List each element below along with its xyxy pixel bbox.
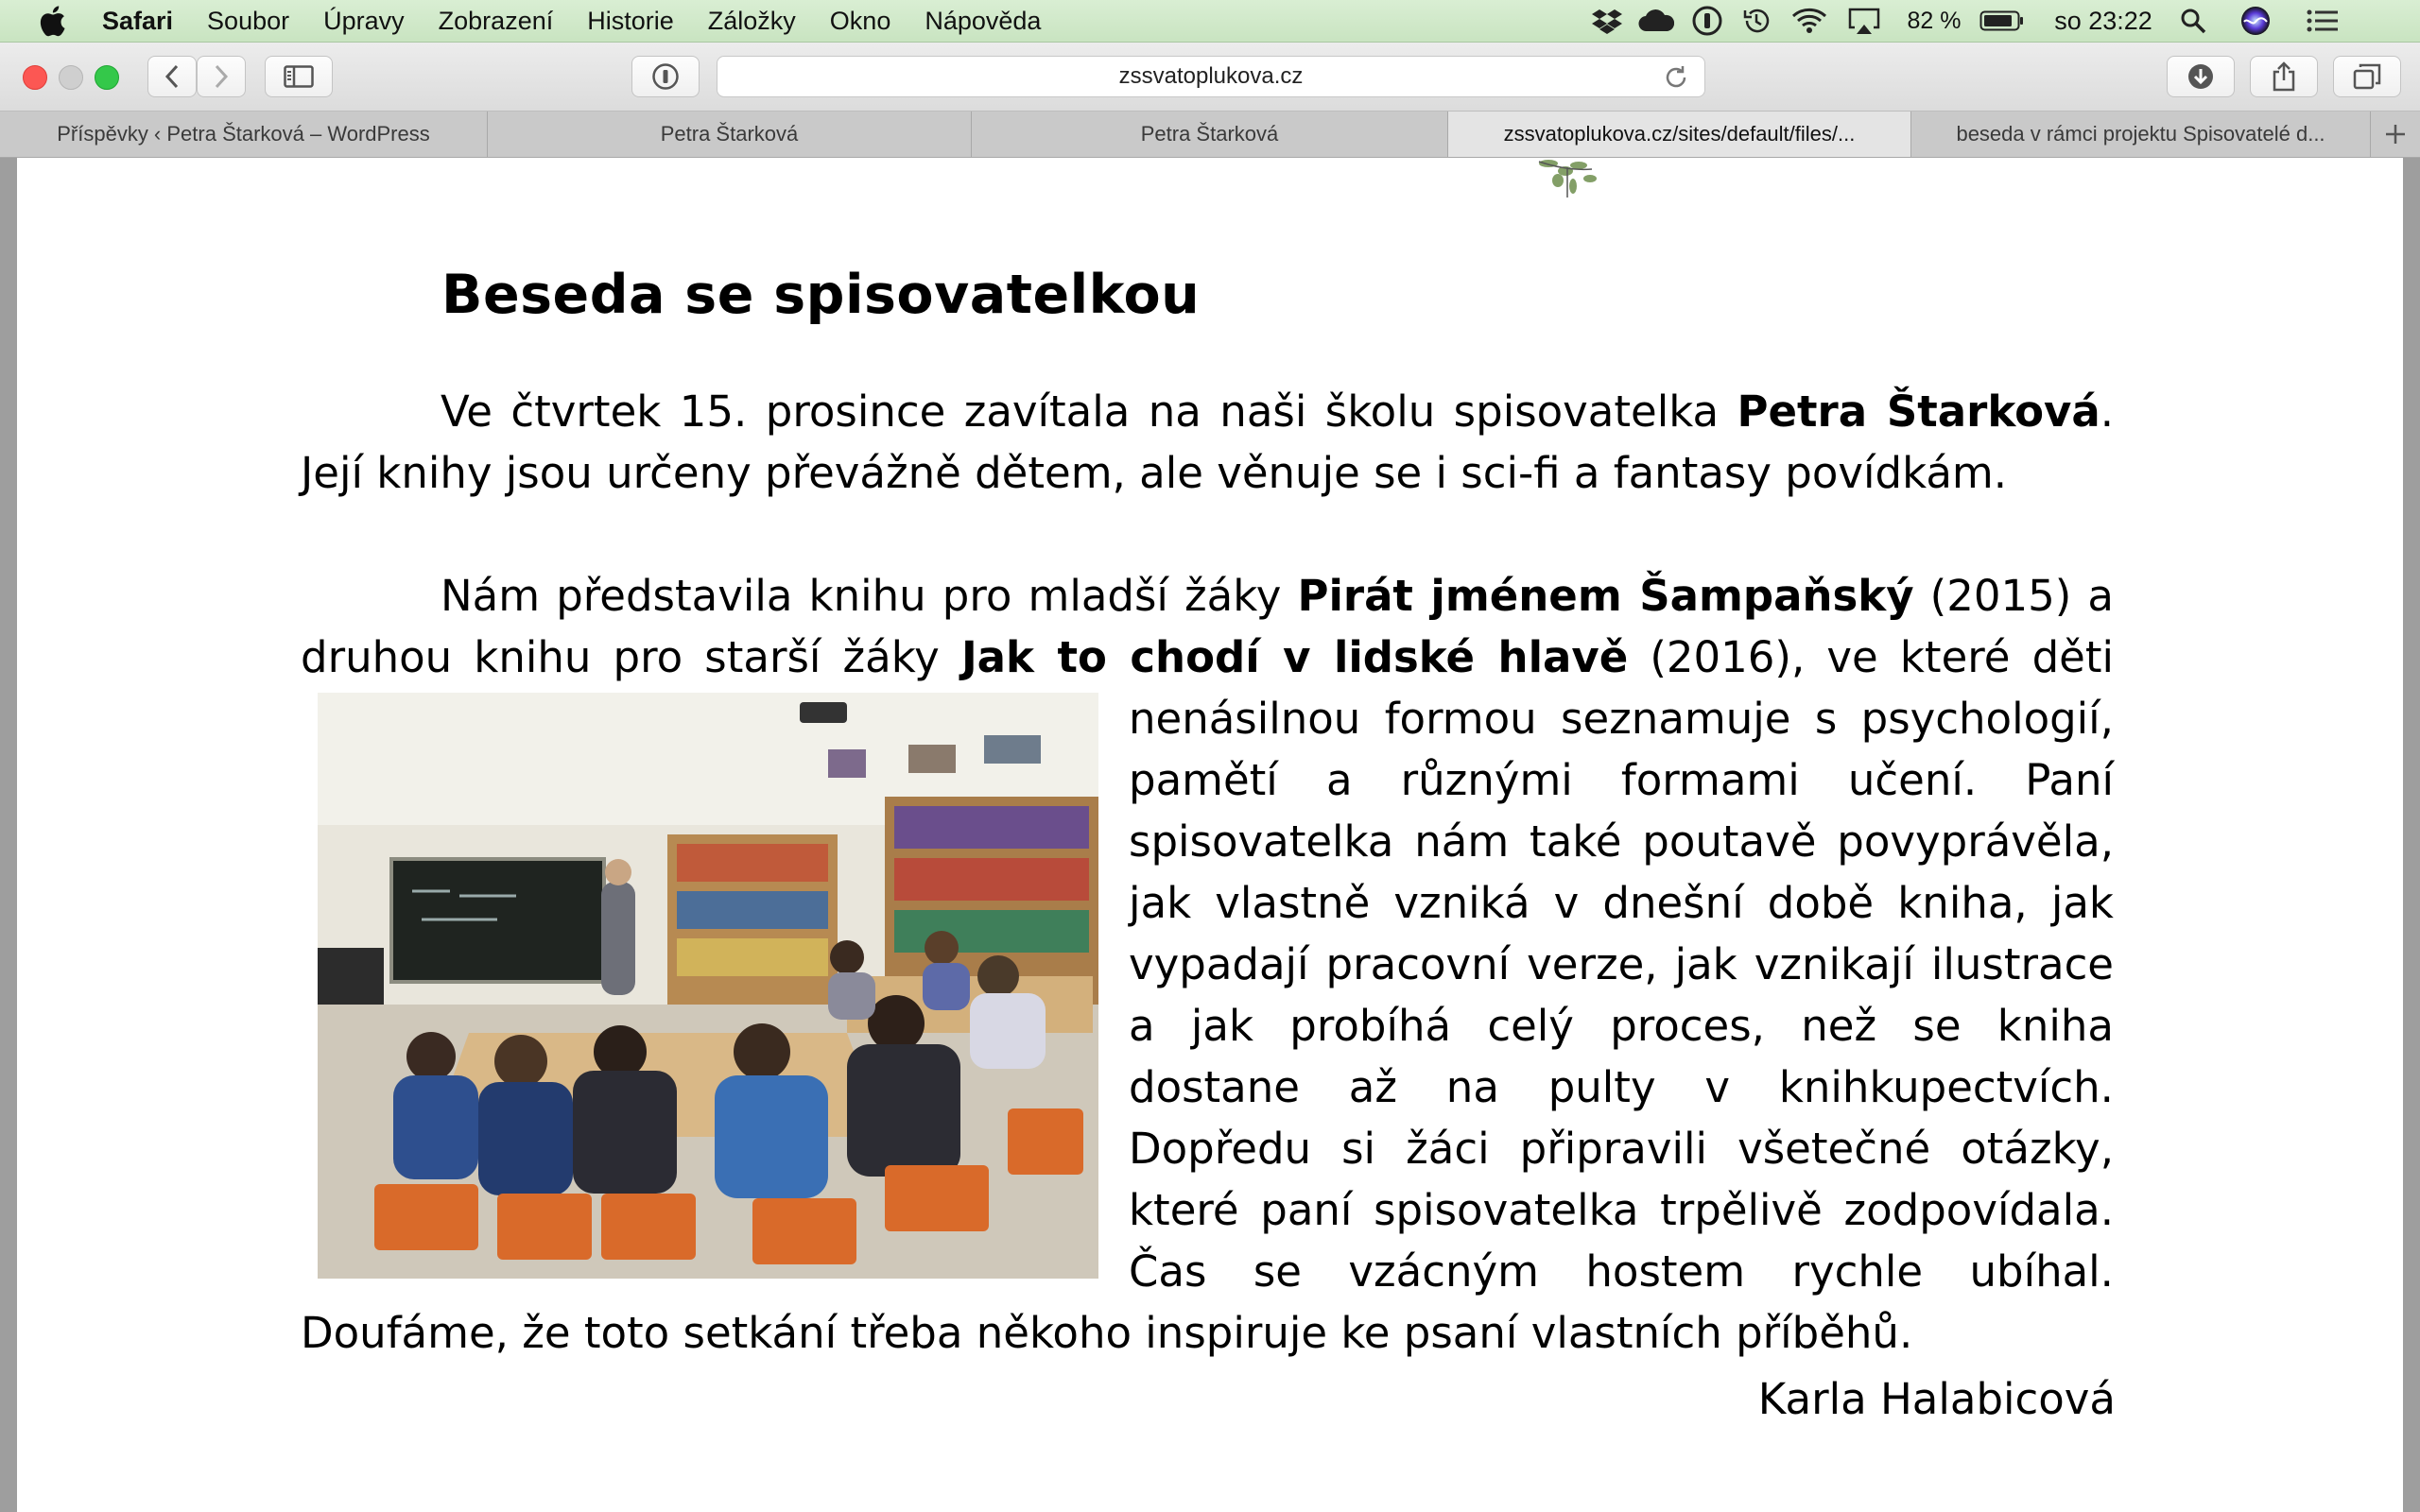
sidebar-icon: [284, 65, 314, 88]
tab-wordpress[interactable]: [0, 112, 488, 157]
tab-label: Petra Štarková: [1140, 122, 1279, 146]
apple-logo-icon[interactable]: [38, 5, 66, 37]
new-tab-button[interactable]: [2371, 112, 2420, 157]
tab-label: Petra Štarková: [660, 122, 799, 146]
tab-petra-starkova-1[interactable]: [488, 112, 972, 157]
share-icon: [2272, 61, 2296, 92]
p2-text: Nám představila knihu pro mladší žáky: [441, 571, 1298, 621]
tab-label: Příspěvky ‹ Petra Štarková – WordPress: [57, 122, 430, 146]
book-title-2: Jak to chodí v lidské hlavě: [960, 632, 1629, 682]
airplay-icon[interactable]: [1843, 0, 1885, 42]
tab-bar: [0, 112, 2420, 158]
zoom-window-button[interactable]: [95, 65, 119, 90]
menu-soubor[interactable]: Soubor: [207, 6, 290, 35]
menu-okno[interactable]: Okno: [829, 6, 891, 35]
back-icon: [164, 64, 180, 89]
article-author: Karla Halabicová: [1757, 1374, 2116, 1424]
siri-icon[interactable]: [2237, 0, 2274, 42]
download-icon: [2187, 62, 2215, 91]
forward-button[interactable]: [197, 56, 246, 97]
article-paragraph-1: [301, 381, 2114, 504]
tab-petra-starkova-2[interactable]: [972, 112, 1448, 157]
menu-historie[interactable]: Historie: [587, 6, 674, 35]
tabs-overview-button[interactable]: [2333, 56, 2401, 97]
menu-napoveda[interactable]: Nápověda: [925, 6, 1042, 35]
search-icon[interactable]: [2174, 0, 2212, 42]
time-machine-icon[interactable]: [1737, 0, 1775, 42]
battery-percent: 82 %: [1907, 7, 1962, 34]
menu-bar: [0, 0, 2420, 43]
tab-beseda[interactable]: [1911, 112, 2371, 157]
book-title-1: Pirát jménem Šampaňský: [1297, 571, 1914, 621]
sidebar-button[interactable]: [265, 56, 333, 97]
address-bar[interactable]: [717, 56, 1705, 97]
menu-zalozky[interactable]: Záložky: [707, 6, 796, 35]
p1-text: . Její knihy jsou určeny převážně dětem, ale věnuje se i sci-fi a fantasy povídkám.: [301, 387, 2114, 498]
notification-list-icon[interactable]: [2301, 0, 2344, 42]
status-area: [1569, 0, 2420, 42]
back-button[interactable]: [147, 56, 197, 97]
author-name: Petra Štarková: [1737, 387, 2100, 437]
article-title: Beseda se spisovatelkou: [441, 264, 1201, 326]
reader-info-button[interactable]: [631, 56, 700, 97]
menu-upravy[interactable]: Úpravy: [323, 6, 405, 35]
tab-active-pdf[interactable]: [1448, 112, 1911, 157]
info-icon[interactable]: [1688, 0, 1726, 42]
dropbox-icon[interactable]: [1588, 0, 1626, 42]
reload-icon[interactable]: [1663, 64, 1689, 91]
close-window-button[interactable]: [23, 65, 47, 90]
menu-app-safari[interactable]: Safari: [102, 6, 174, 35]
article-paragraph-2: [301, 565, 2114, 1364]
p2-text: (2015) a druhou knihu pro starší žáky: [301, 571, 2114, 682]
reader-info-icon: [651, 62, 680, 91]
plus-icon: [2384, 123, 2407, 146]
browser-toolbar: [0, 43, 2420, 112]
decorative-sprig-image: [1511, 158, 1624, 203]
address-url: zssvatoplukova.cz: [1118, 63, 1304, 89]
p1-text: Ve čtvrtek 15. prosince zavítala na naši školu spisovatelka: [441, 387, 1737, 437]
downloads-button[interactable]: [2167, 56, 2235, 97]
wifi-icon[interactable]: [1789, 0, 1830, 42]
battery-icon[interactable]: [1976, 0, 2029, 42]
cloud-icon[interactable]: [1635, 0, 1677, 42]
p2-text: (2016), ve které děti nenásilnou formou seznamuje s psychologií, pamětí a různými formami učení. Paní spisovatelka nám také poutavě povyprávěla, jak vlastně vzniká v dnešní době kniha, jak vypadají pracovní verze, jak vznikají ilustrace a jak probíhá celý proces, než se kniha dostane až na pulty v knihkupectvích. Dopředu si žáci připravili všetečné otázky, které paní spisovatelka trpělivě zodpovídala. Čas se vzácným hostem rychle ubíhal. Doufáme, že toto setkání třeba někoho inspiruje ke psaní vlastních příběhů.: [301, 632, 2114, 1358]
tab-label: zssvatoplukova.cz/sites/default/files/...: [1503, 122, 1856, 146]
forward-icon: [214, 64, 229, 89]
tabs-overview-icon: [2353, 63, 2381, 90]
classroom-photo: [318, 693, 1098, 1279]
share-button[interactable]: [2250, 56, 2318, 97]
page-content: [17, 158, 2403, 1512]
tab-label: beseda v rámci projektu Spisovatelé d...: [1956, 122, 2325, 146]
menu-zobrazeni[interactable]: Zobrazení: [438, 6, 554, 35]
minimize-window-button[interactable]: [59, 65, 83, 90]
clock[interactable]: so 23:22: [2054, 6, 2152, 35]
